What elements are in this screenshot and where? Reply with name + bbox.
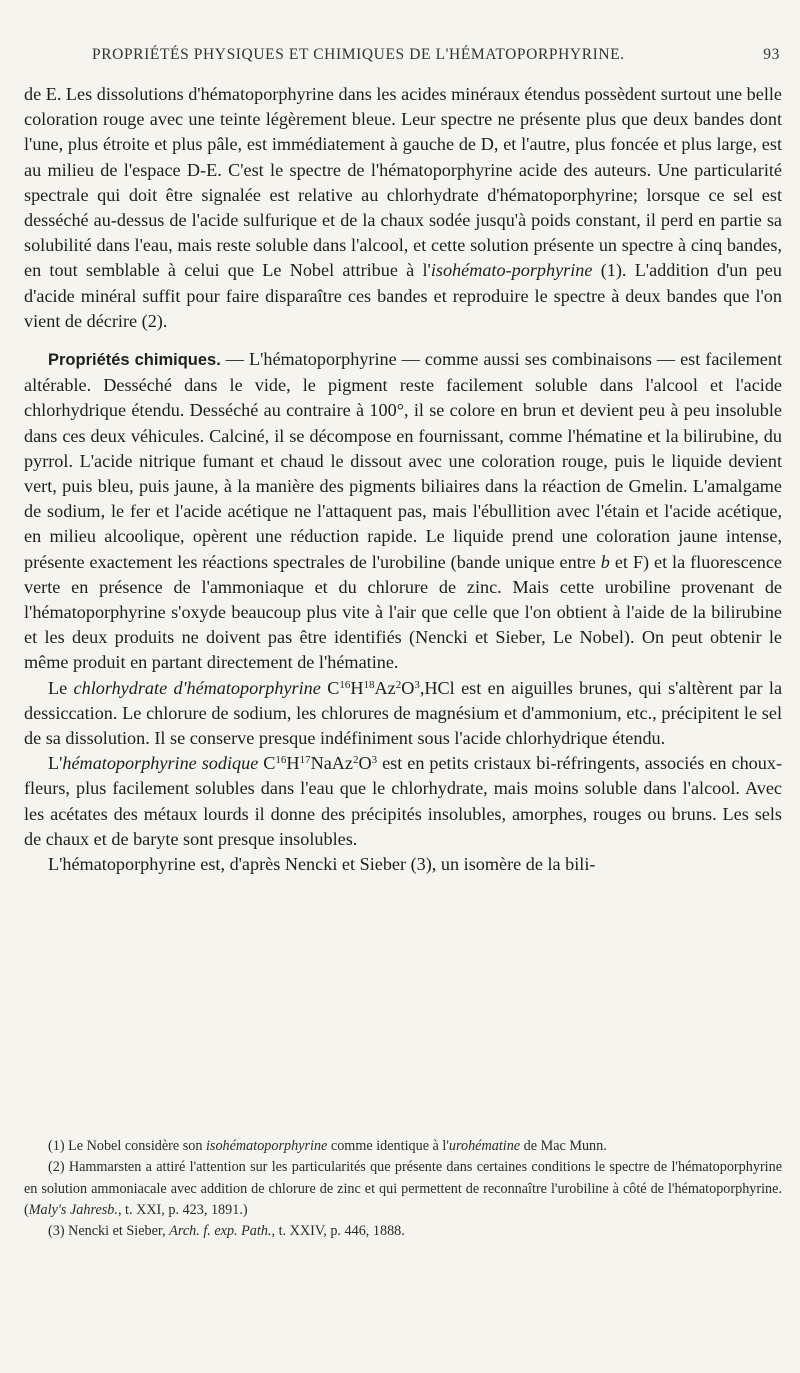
formula-part: Az <box>374 677 396 698</box>
italic-term: isohémato-porphyrine <box>430 260 593 281</box>
italic-term: chlorhydrate d'hématoporphyrine <box>73 677 321 698</box>
paragraph-sodique <box>24 751 782 852</box>
formula-superscript: 16 <box>275 754 287 767</box>
italic-term: urohématine <box>448 1138 521 1154</box>
text-run: de Mac Munn. <box>520 1138 607 1154</box>
text-run: (1) Le Nobel considère son <box>48 1138 206 1154</box>
formula-part: C <box>327 677 340 698</box>
text-run: (1). L'addition d'un peu d'acide minéral suffit pour faire disparaître ces bandes et reproduire le spectre à deux bandes que l'on vient de décrire (2). <box>24 260 782 331</box>
footnote-1 <box>24 1136 782 1157</box>
text-run: est en aiguilles brunes, qui s'altèrent par la dessiccation. Le chlorure de sodium, les chlorures de magnésium et d'ammonium, etc., précipitent le sel de sa dissolution. Il se conserve presque indéfiniment sous l'acide chlorhydrique étendu. <box>24 677 783 749</box>
footnotes <box>24 1136 782 1242</box>
paragraph-chlorhydrate <box>24 676 782 752</box>
text-run: (3) Nencki et Sieber, <box>48 1223 170 1240</box>
formula-part: H <box>350 677 364 698</box>
section-heading: Propriétés chimiques. <box>48 351 221 370</box>
italic-term: b <box>600 551 610 572</box>
text-run: L'hématoporphyrine est, d'après Nencki et Sieber (3), un isomère de la bili- <box>48 854 596 875</box>
formula-part: H <box>286 753 300 774</box>
paragraph-isomere <box>24 852 782 877</box>
formula-superscript: 2 <box>395 678 402 691</box>
body-text <box>24 82 782 877</box>
formula-superscript: 2 <box>352 754 359 767</box>
text-run: de E. Les dissolutions d'hématoporphyrine dans les acides minéraux étendus possèdent surtout une belle coloration rouge avec une teinte légèrement bleue. Leur spectre ne présente plus que deux bandes dont l'une, plus étroite et plus pâle, est immédiatement à gauche de D, et l'autre, plus foncée et plus large, est au milieu de l'espace D-E. C'est le spectre de l'hématoporphyrine acide des auteurs. Une particularité spectrale qui doit être signalée est relative au chlorhydrate d'hématoporphyrine; lorsque ce sel est desséché au-dessus de l'acide sulfurique et de la chaux sodée jusqu'à poids constant, il perd en partie sa solubilité dans l'eau, mais reste soluble dans l'alcool, et cette solution présente un spectre à cinq bandes, en tout semblable à celui que Le Nobel attribue à l' <box>24 84 782 281</box>
running-title: PROPRIÉTÉS PHYSIQUES ET CHIMIQUES DE L'HÉMATOPORPHYRINE. <box>92 46 625 63</box>
formula-part: ,HCl <box>419 677 455 698</box>
text-run: comme identique à l' <box>327 1138 449 1154</box>
text-run: Le <box>48 677 74 698</box>
formula-superscript: 16 <box>339 678 351 691</box>
chemical-formula <box>263 753 377 773</box>
chemical-formula <box>327 678 455 698</box>
formula-superscript: 3 <box>414 678 420 691</box>
formula-superscript: 18 <box>363 678 375 691</box>
paragraph-spectrum <box>24 82 782 334</box>
formula-part: O <box>401 677 415 698</box>
formula-superscript: 17 <box>299 754 311 767</box>
formula-part: NaAz <box>310 753 353 774</box>
text-run: , t. XXIV, p. 446, 1888. <box>271 1223 405 1240</box>
paragraph-chemical-properties <box>24 347 782 676</box>
italic-term: hématoporphyrine sodique <box>62 753 259 774</box>
footnote-2 <box>24 1157 782 1221</box>
formula-part: O <box>358 753 372 774</box>
text-run: et F) et la fluorescence verte en présence de l'ammoniaque et du chlorure de zinc. Mais cette urobiline provenant de l'hématoporphyrine s'oxyde beaucoup plus vite à l'air que celle que l'on obtient à l'aide de la bilirubine et les deux produits ne doivent pas être identifiés (Nencki et Sieber, Le Nobel). On peut obtenir le même produit en partant directement de l'hématine. <box>24 551 783 673</box>
text-run: est en petits cristaux bi-réfringents, associés en choux-fleurs, plus facilement solubles dans l'eau que le chlorhydrate, mais moins soluble dans l'alcool. Avec les acétates des métaux lourds il donne des précipités insolubles, amorphes, rouges ou bruns. Les sels de chaux et de baryte sont presque insolubles. <box>24 753 782 849</box>
italic-term: Arch. f. exp. Path. <box>169 1223 272 1240</box>
formula-superscript: 3 <box>371 754 378 767</box>
text-run: L' <box>48 753 63 774</box>
italic-term: Maly's Jahresb. <box>28 1201 118 1218</box>
text-run: — L'hématoporphyrine — comme aussi ses combinaisons — est facilement altérable. Desséché dans le vide, le pigment reste facilement soluble dans l'alcool et l'acide chlorhydrique étendu. Desséché au contraire à 100°, il se colore en brun et devient peu à peu insoluble dans ces deux véhicules. Calciné, il se décompose en fournissant, comme l'hématine et la bilirubine, du pyrrol. L'acide nitrique fumant et chaud le dissout avec une coloration rouge, puis le liquide devient vert, puis bleu, puis jaune, à la manière des pigments biliaires dans la réaction de Gmelin. L'amalgame de sodium, le fer et l'acide acétique ne l'attaquent pas, mais l'ébullition avec l'étain et l'acide acétique, en milieu alcoolique, opèrent une réduction rapide. Le liquide prend une coloration jaune intense, présente exactement les réactions spectrales de l'urobiline (bande unique entre <box>24 349 783 572</box>
italic-term: isohématoporphyrine <box>205 1138 328 1154</box>
text-run: (2) Hammarsten a attiré l'attention sur les particularités que présente dans certaines conditions le spectre de l'hématoporphyrine en solution ammoniacale avec addition de chlorure de zinc et qui permettent de reconnaître l'urobiline à côté de l'hématoporphyrine. ( <box>24 1159 782 1218</box>
text-run: , t. XXI, p. 423, 1891.) <box>117 1201 248 1218</box>
footnote-3 <box>24 1221 782 1242</box>
page-number: 93 <box>763 46 780 63</box>
formula-part: C <box>263 753 276 774</box>
